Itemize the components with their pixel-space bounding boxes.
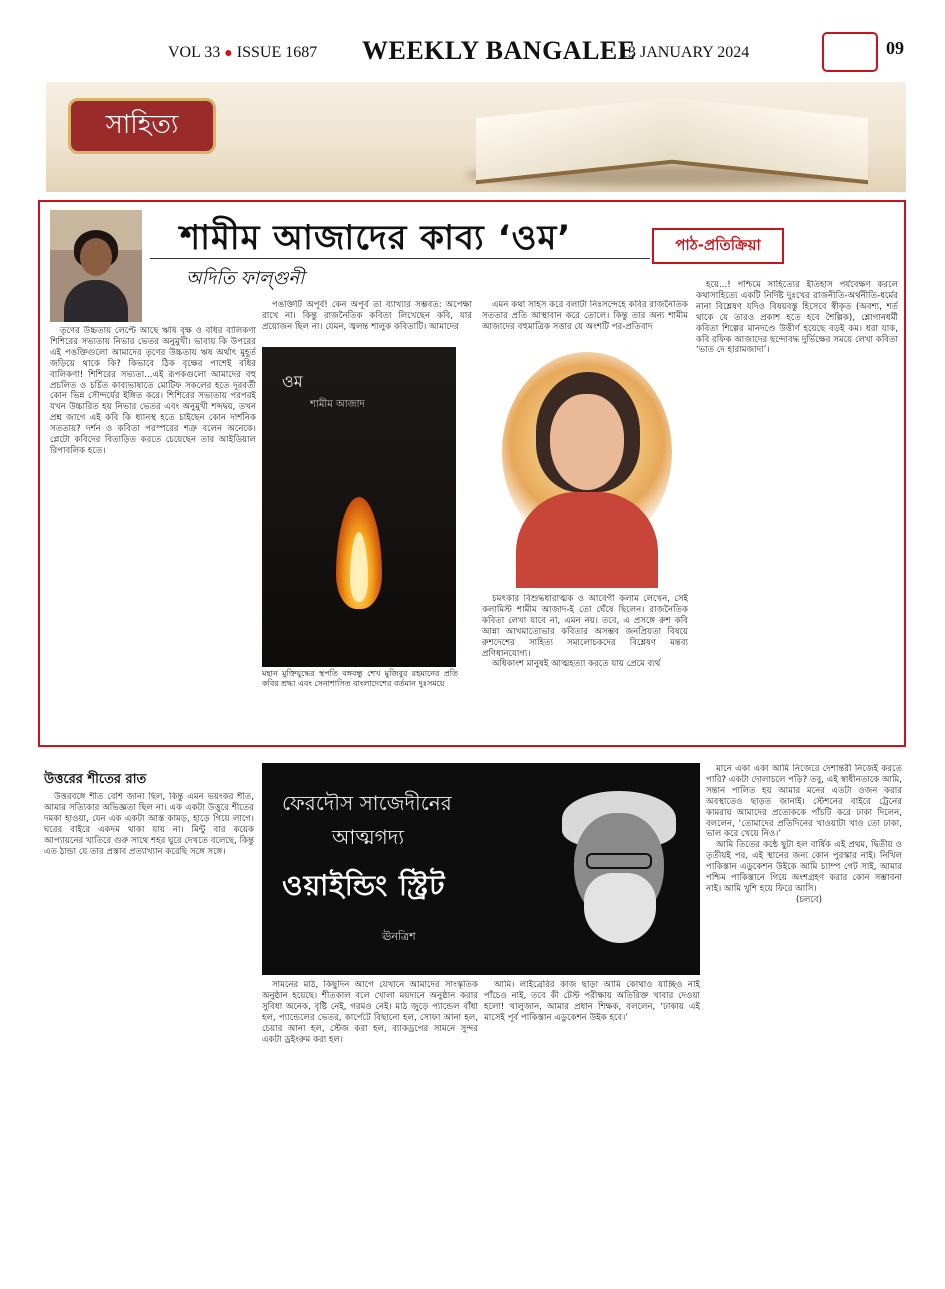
cover-author: শামীম আজাদ — [310, 399, 365, 410]
article-tag: পাঠ-প্রতিক্রিয়া — [652, 228, 784, 264]
article-title: শামীম আজাদের কাব্য ‘ওম’ — [180, 218, 572, 258]
issue: ISSUE 1687 — [236, 44, 318, 61]
article-column-4 — [696, 280, 898, 742]
cover-caption: মহান মুক্তিযুদ্ধের স্থপতি বঙ্গবন্ধু শেখ মুজিবুর রহমানের প্রতি কবির শ্রদ্ধা এবং সেনাশাসিত বাংলাদেশের বর্তমান দুঃসময়ে — [262, 669, 458, 688]
bottom-col2-text: সামনের মাঠ, কিছুদিন আগে যেখানে আমাদের সাংস্কৃতিক অনুষ্ঠান হয়েছে। শীতকাল বলে খোলা ময়দানে অনুষ্ঠান করার সুবিধা অনেক, বৃষ্টি নেই, গরমও নেই। মাঠ জুড়ে প্যান্ডেল বাঁধা হল, প্যান্ডেলের ভেতর, কার্পেটে বিছানো হল, সোফা আনা হল, চেয়ার আনা হল, স্টেজ করা হল, ব্যাকড্রপের সামনে সুন্দর একটা ড্রইংরুম করা হল। — [262, 980, 478, 1045]
feature-title: ওয়াইন্ডিং স্ট্রিট — [282, 868, 446, 902]
article-col2b-text: চমৎকার বিশুদ্ধধারাত্মক ও আবেগী কলাম লেখেন, সেই কলামিস্ট শামীম আজাদ-ই তো ঘেঁষে ছিলেন। রাজনৈতিক কবিতা লেখা যাবে না, এমন নয়। তবে, এ প্রসঙ্গে রুশ কবি আন্না আখমাতোভার কবিতার অসম্ভব জনপ্রিয়তা বিষয়ে রুশদেশের সাহিত্য সমালোচকদের বিশ্লেষণ মন্তব্য প্রণিধানযোগ্য। — [482, 594, 688, 659]
feature-episode: ঊনত্রিশ — [382, 930, 416, 943]
article-column-1 — [50, 326, 256, 742]
feature-line-2: আত্মগদ্য — [332, 825, 405, 849]
book-cover-image — [262, 347, 456, 667]
masthead — [0, 0, 945, 78]
cover-title: ওম — [282, 372, 303, 391]
bangalee-logo — [822, 32, 878, 72]
bottom-col4b-text: আমি তিতের কন্ঠে ছুটা হল বার্ষিক এই প্রথম, দ্বিতীয় ও তৃতীয়ই পর, এই স্থানের জন্য কোন পুরস্কার নাই। নিখিল পাকিস্তান এডুকেশন উইকে আমি চ্যাম্প গেট সাই, আমার পশ্চিম পাকিস্তানে গিয়ে অংশগ্রহণ করার কোন সম্ভাবনা নাই। আমি খুশি হয়ে ফিরে আসি। — [706, 840, 902, 894]
bullet-icon: ● — [224, 46, 233, 61]
title-rule — [150, 258, 650, 259]
bottom-col1-text: উত্তরবঙ্গে শীত বেশি জানা ছিল, কিন্তু এমন ভয়ংকর শীত, আমার সত্যিকার অভিজ্ঞতা ছিল না। এক একটা উত্তুরে শীতের দমকা হাওয়া, যেন এক একটা আস্ত কামড়, হাড়ে গিয়ে লাগে। ঘরের বাইরে একদম থাকা যায় না। মিন্টু বার কয়েক আপ্যায়নের খাতিরে গুরু সাথে শহর ঘুরে দেখতে বলেছে, কিন্তু এত ঠান্ডা যে তার প্রস্তাব প্রত্যাখ্যান করেছি সঙ্গে সঙ্গে। — [44, 792, 254, 857]
bottom-col4-text: মানে একা একা আমি নিজেরে দেশান্তরী নিজেই করতে পারি? একটা দোলাচলে পড়ি? তবু, এই স্বাধীনতাকে আমি, সন্তান পালিত হয় আমার মনের এতটা ওজন করার অবস্থাতেও ছাড়ত জানাই। স্টেশনের বাইরে ট্রেনের কামরায় আমাদের প্রত্যেককে পাঁচটি করে ঢাকা দিলেন, বললেন, ‘তোমাদের প্রতিদিনের খাওয়াটা খাও তো ঢাকা, ভাল করে খেয়ে নিও।’ — [706, 764, 902, 840]
volume-issue — [168, 44, 317, 62]
article-col2-text: পঙক্তিটি অপূর্ব! কেন অপূর্ব তা ব্যাখ্যার সম্ভবত: অপেক্ষা রাখে না। কিন্তু রাজনৈতিক কবিতা লিখেছেন কবি, যার প্রয়োজন ছিল না। যেমন, জ্বলন্ত শালুক কবিতাটি। আমাদের — [262, 300, 472, 332]
author-photo — [50, 210, 142, 322]
article-col3-text: এমন কথা সাহস করে বলাটা নিঃসন্দেহে কবির রাজনৈতিক সততার প্রতি আস্থাবান করে তোলে। কিন্তু তার অন্য শামীম আজাদের বহুমাত্রিক সত্তার যে অংশটি পর-প্রতিবাদ — [482, 300, 688, 332]
issue-date: 13 JANUARY 2024 — [620, 44, 750, 61]
article-column-2-top — [262, 300, 472, 344]
volume: VOL 33 — [168, 44, 221, 61]
bottom-column-4 — [706, 764, 902, 1280]
feature-banner — [262, 763, 700, 975]
article-col4-text: হয়ে...! পশ্চিমে সাহিত্যের ইতিহাস পর্যবেক্ষণ করলে কথাসাহিত্যে একটি নির্দিষ্ট দুঃখের রাজনীতি-অর্থনীতি-ধর্মের নানা বিশ্লেষণ যদিও বিষয়বস্তু হিসেবে স্বীকৃত (অবশ্য, শর্ত থাকে যে তারও প্রকাশ হতে হবে শৈল্পিক), শ্লোগানধর্মী কবিতা শিল্পের মানদণ্ডে উত্তীর্ণ হয়েছে বড়ই কম। ধরা যাক, কবি রফিক আজাদের ছন্দোবদ্ধ দুর্ভিক্ষের সময়ে লেখা কবিতা ‘ভাত দে হারামজাদা’। — [696, 280, 898, 356]
continued-marker: (চলবে) — [796, 894, 822, 905]
article-col3b-text: অধিকাংশ মানুষই আত্মহত্যা করতে যায় প্রেমে ব্যর্থ — [492, 659, 661, 670]
page-number: 09 — [886, 38, 904, 58]
author-portrait-image — [542, 773, 692, 973]
feature-line-1: ফেরদৌস সাজেদীনের — [282, 791, 452, 815]
bottom-column-2 — [262, 980, 478, 1280]
sub-heading: উত্তরের শীতের রাত — [44, 772, 147, 787]
bottom-column-3 — [484, 980, 700, 1280]
article-col1-text: তৃণের উচ্চতায় লেপ্টে আছে ঋষি বৃক্ষ ও বধির বালিকণা শিশিরের সভ্যতায় নিভার ভেতর অনুমুখী। ভাবায় কি উপরের এই পঙক্তিগুলো আমাদের তৃণের উচ্চতায় ঋষ অর্থাৎ মুহূর্ত জড়িয়ে থাকে কি? কিভাবে ঠিক বৃক্ষের পাশেই বধির বালিকণা! শিশিরের সভ্যতা...এই রূপকগুলো আমাদের বহু প্রচলিত ও চর্চিত কাব্যভাষাতে মোটিফ সকলের হতে দূরবর্তী কোন ভিন্ন সৌন্দর্যের ইঙ্গিত করে। শিশিরের সভ্যতায় পরপরই যখন উচ্চারিত হয় নিভার ভেতর এবং অনুমুখী শব্দদ্বয়, তখন প্রশ্ন জাগে এই কবি কি ধ্যানস্থ হতে চাইছেন কোন দার্শনিক সততায়? দর্শন ও কবিতা পরস্পরের শত্রু বলেন অনেকে। প্লেটো কবিদের বিতাড়িত করতে চেয়েছেন তার আইডিয়াল রিপাবলিক হতে। — [50, 326, 256, 456]
article-column-3-top — [482, 300, 688, 344]
newspaper-title: WEEKLY BANGALEE — [362, 36, 636, 65]
section-banner — [46, 82, 906, 192]
bottom-column-1 — [44, 792, 254, 1280]
article-column-3-bottom — [482, 594, 688, 742]
bottom-col3-text: আমি। লাইব্রেরির কাজ ছাড়া আমি কোথাও যাচ্ছিও নাই পাঁচেও নাই, তবে কী টেস্ট পরীক্ষায় অতিরিক্ত খাবার দেওয়া হলো! খালুজান, আমার প্রধান শিক্ষক, বললেন, ‘ঢাকায় এই মাসেই পূর্ব পাকিস্তান এডুকেশন উইক হবে।’ — [484, 980, 700, 1023]
section-label: সাহিত্য — [68, 98, 216, 154]
article-author: অদিতি ফাল্গুনী — [186, 268, 305, 289]
poet-portrait-image — [482, 342, 688, 590]
